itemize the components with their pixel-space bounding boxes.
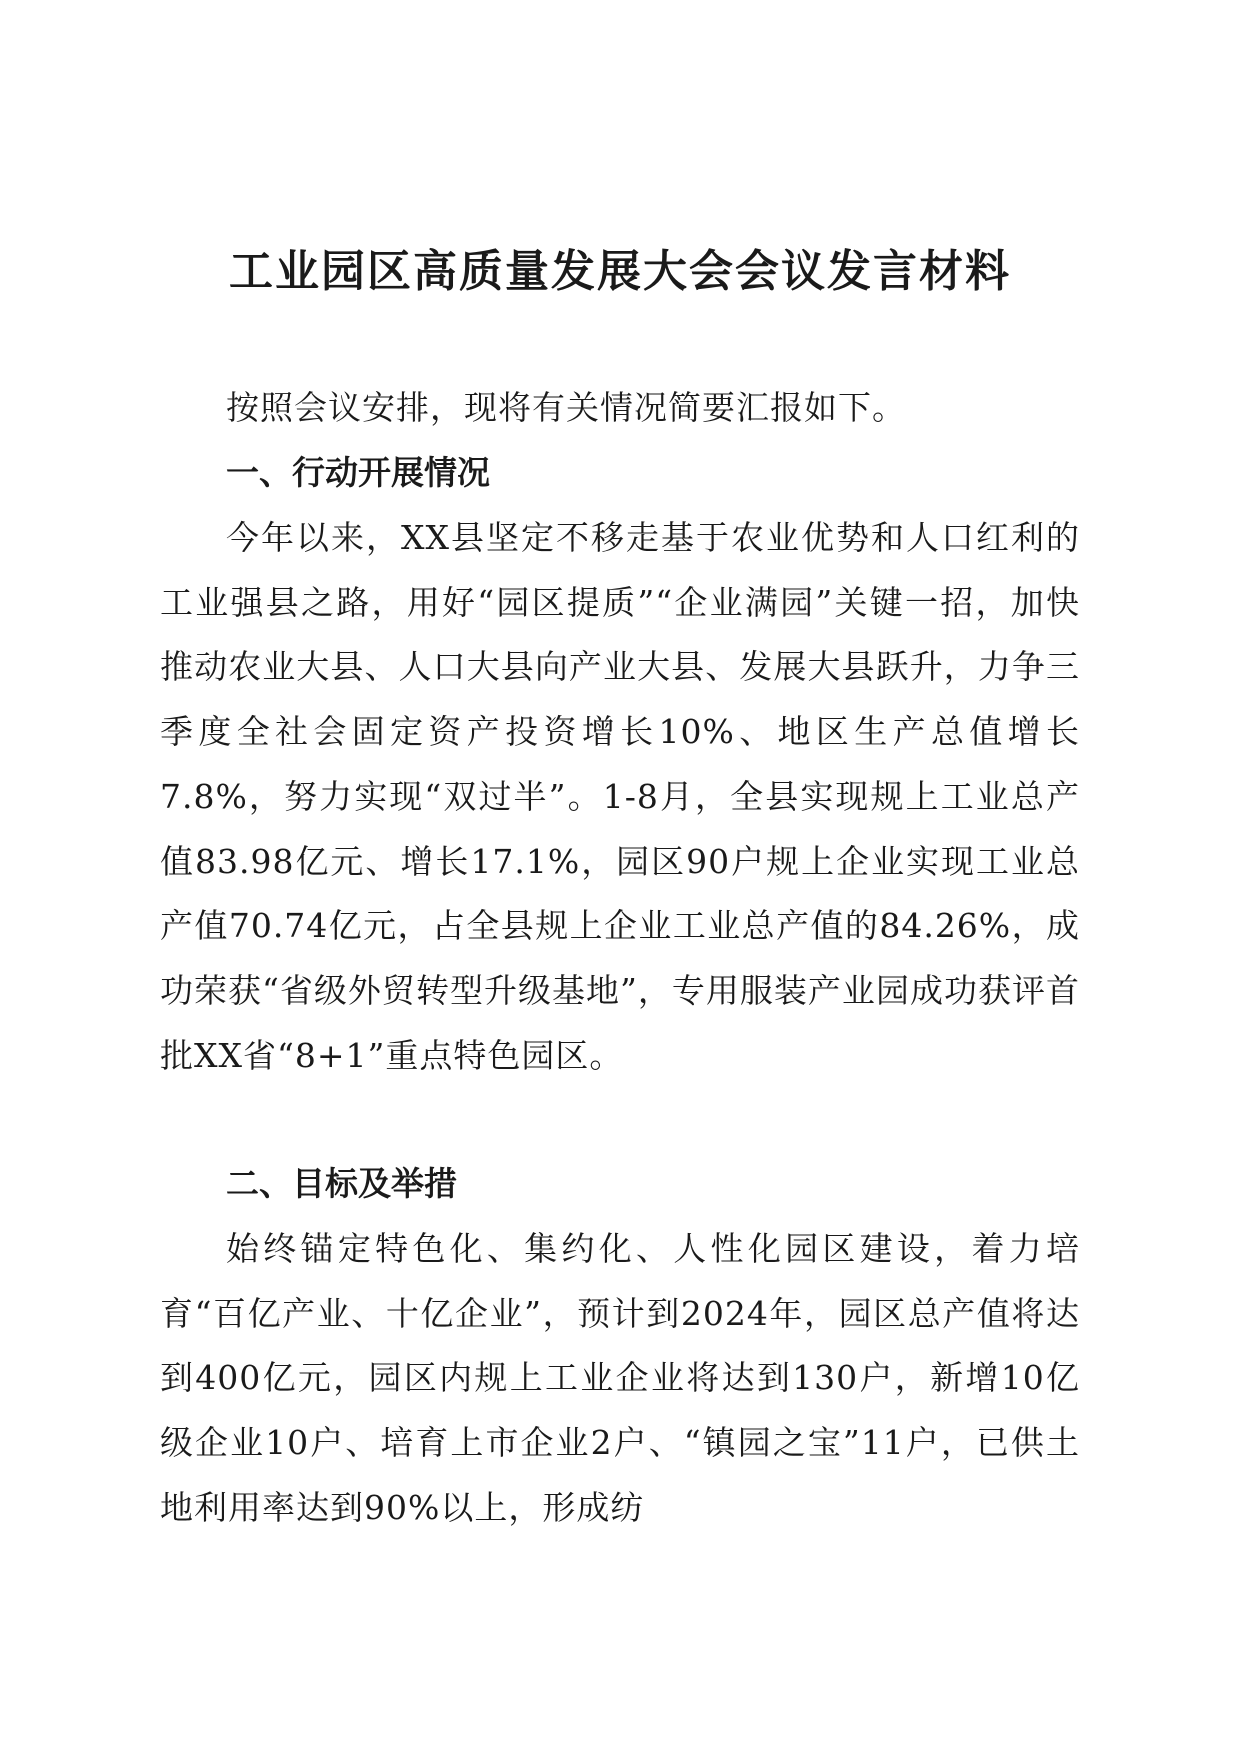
intro-paragraph: 按照会议安排，现将有关情况简要汇报如下。 (226, 388, 906, 427)
section-heading-1: 一、行动开展情况 (226, 453, 490, 492)
section-paragraph-2: 始终锚定特色化、集约化、人性化园区建设，着力培育“百亿产业、十亿企业”，预计到2024年，园区总产值将达到400亿元，园区内规上工业企业将达到130户，新增10亿级企业10户、培育上市企业2户、“镇园之宝”11户，已供土地利用率达到90%以上，形成纺 (160, 1229, 1080, 1527)
section-paragraph-1: 今年以来，XX县坚定不移走基于农业优势和人口红利的工业强县之路，用好“园区提质”“企业满园”关键一招，加快推动农业大县、人口大县向产业大县、发展大县跃升，力争三季度全社会固定资产投资增长10%、地区生产总值增长7.8%，努力实现“双过半”。1-8月，全县实现规上工业总产值83.98亿元、增长17.1%，园区90户规上企业实现工业总产值70.74亿元，占全县规上企业工业总产值的84.26%，成功荣获“省级外贸转型升级基地”，专用服装产业园成功获评首批XX省“8+1”重点特色园区。 (160, 518, 1080, 1075)
section-heading-2: 二、目标及举措 (226, 1164, 457, 1203)
document-title: 工业园区高质量发展大会会议发言材料 (229, 246, 1011, 297)
